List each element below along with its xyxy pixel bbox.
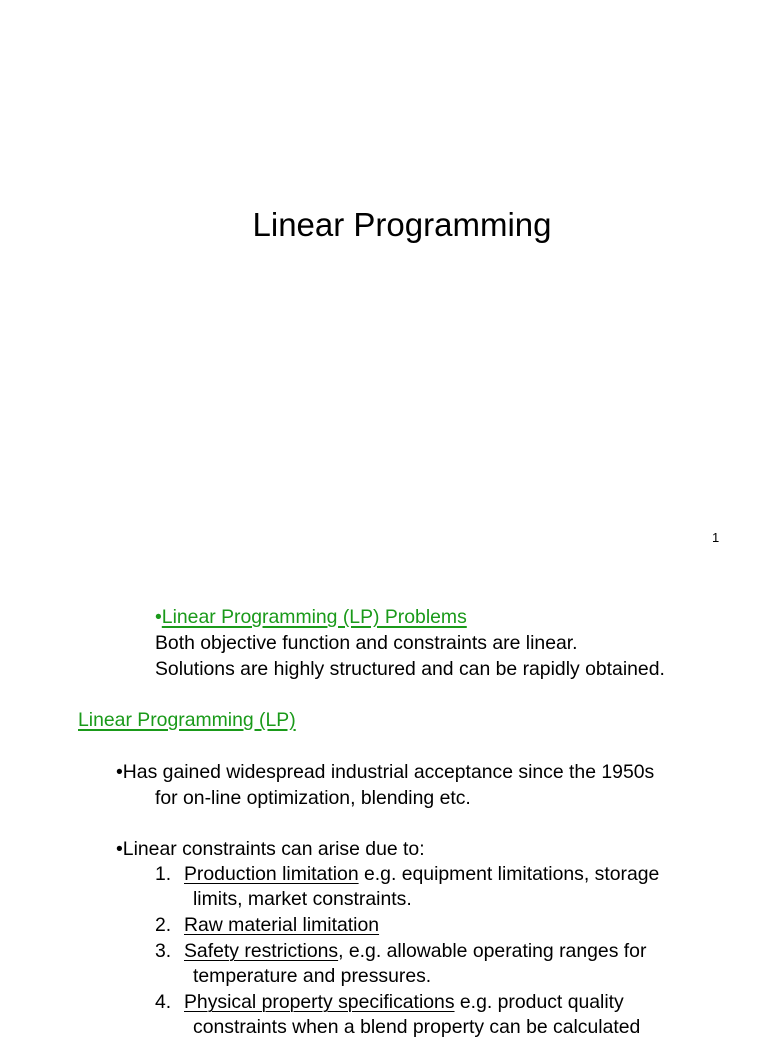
lp-problems-line-1: Both objective function and constraints are linear. (155, 632, 578, 654)
list-item-number: 1. (155, 863, 172, 885)
list-item-term: Production limitation (184, 863, 359, 885)
list-item-rest: , e.g. allowable operating ranges for (338, 940, 647, 962)
lp-section-heading (78, 708, 296, 733)
slide-title: Linear Programming (252, 206, 552, 243)
lp-problems-heading (155, 605, 467, 630)
list-item-term: Physical property specifications (184, 991, 455, 1013)
list-item (155, 990, 624, 1015)
lp-section-heading-text: Linear Programming (LP) (78, 709, 296, 731)
page-number: 1 (712, 530, 720, 545)
list-item-rest: e.g. equipment limitations, storage (358, 863, 660, 885)
bullet-1-line-2: for on-line optimization, blending etc. (155, 787, 471, 809)
list-item-number: 4. (155, 991, 172, 1013)
list-item-continuation: limits, market constraints. (193, 888, 412, 910)
bullet: • (155, 606, 162, 628)
list-item-number: 2. (155, 914, 172, 936)
bullet-1-line-1: •Has gained widespread industrial acceptance since the 1950s (116, 761, 655, 783)
list-item-rest: e.g. product quality (454, 991, 624, 1013)
list-item-number: 3. (155, 940, 172, 962)
list-item-continuation: constraints when a blend property can be calculated (193, 1016, 641, 1038)
list-item (155, 862, 659, 887)
list-item-term: Raw material limitation (184, 914, 380, 936)
lp-problems-line-2: Solutions are highly structured and can be rapidly obtained. (155, 658, 665, 680)
list-item (155, 913, 379, 938)
bullet-2-intro: •Linear constraints can arise due to: (116, 838, 425, 860)
list-item-continuation: temperature and pressures. (193, 965, 432, 987)
list-item-term: Safety restrictions (184, 940, 339, 962)
list-item (155, 939, 646, 964)
lp-problems-heading-text: Linear Programming (LP) Problems (161, 606, 467, 628)
